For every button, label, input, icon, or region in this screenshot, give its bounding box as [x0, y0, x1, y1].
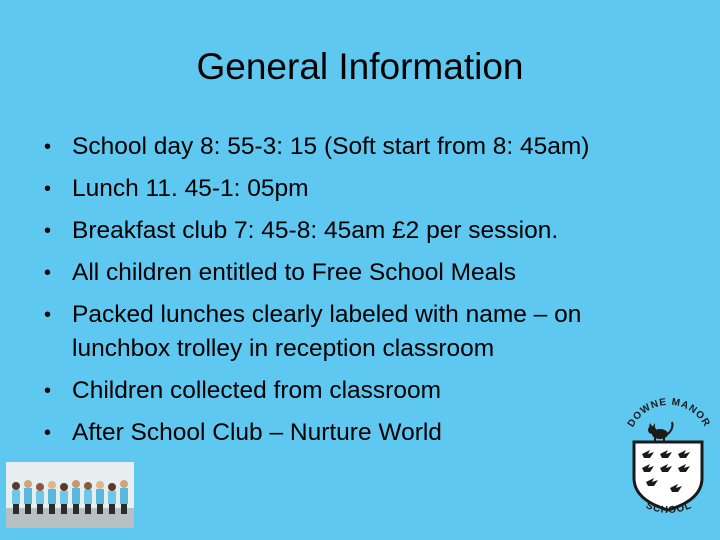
bullet-list	[0, 130, 720, 458]
bullet-icon: •	[44, 380, 52, 402]
children-photo	[6, 462, 134, 528]
svg-text:DOWNE MANOR	[626, 397, 712, 429]
bullet-text: All children entitled to Free School Meals	[72, 259, 516, 286]
bullet-item	[0, 172, 720, 206]
bullet-item	[0, 256, 720, 290]
bullet-text: After School Club – Nurture World	[72, 419, 442, 446]
bullet-icon: •	[44, 136, 52, 158]
bullet-text: Packed lunches clearly labeled with name – on lunchbox trolley in reception classroom	[72, 301, 582, 362]
bullet-icon: •	[44, 220, 52, 242]
bullet-text: Lunch 11. 45-1: 05pm	[72, 175, 309, 202]
bullet-item	[0, 214, 720, 248]
bullet-icon: •	[44, 178, 52, 200]
crest-top-text: DOWNE MANOR	[625, 396, 713, 430]
bullet-item	[0, 374, 720, 408]
bullet-text: Breakfast club 7: 45-8: 45am £2 per session.	[72, 217, 559, 244]
children-photo-illustration	[6, 462, 134, 528]
crest-icon	[622, 384, 714, 530]
bullet-icon: •	[44, 304, 52, 326]
bullet-text: School day 8: 55-3: 15 (Soft start from 8: 45am)	[72, 133, 590, 160]
bullet-item	[0, 130, 720, 164]
bullet-icon: •	[44, 262, 52, 284]
school-crest-logo	[622, 384, 714, 530]
bullet-text: Children collected from classroom	[72, 377, 441, 404]
slide-title: General Information	[196, 46, 524, 87]
bullet-icon: •	[44, 422, 52, 444]
crest-bottom-text: SCHOOL	[644, 500, 694, 517]
bullet-item	[0, 298, 720, 366]
bullet-item	[0, 416, 720, 450]
